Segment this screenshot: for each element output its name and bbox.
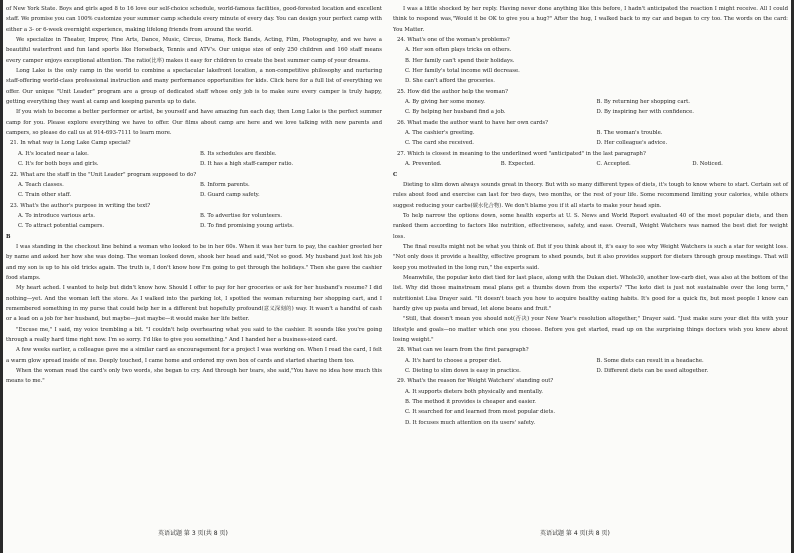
option-a: A. It supports dieters both physically and mentally. xyxy=(405,388,543,395)
question-21-options xyxy=(6,149,382,159)
option-c: C. The card she received. xyxy=(405,140,474,147)
scan-edge-left xyxy=(0,0,3,553)
question-26-stem: 26. What made the author want to have her own cards? xyxy=(397,119,549,126)
section-b-heading: B xyxy=(6,233,11,240)
passage-b-paragraph: I was standing in the checkout line behind a woman who looked to be in her 60s. When it was her turn to pay, the cashier greeted her by name and asked her how she was doing. The woman looked down, shook her head and said,"Not so good. My husband just lost his job and my son is up to his old tricks again. The truth is, I don't know how I'm going to get through the holidays." Then she gave the cashier food stamps. xyxy=(6,243,382,281)
option-d: D. To find promising young artists. xyxy=(200,223,294,230)
option-b: B. Its schedules are flexible. xyxy=(200,150,277,157)
option-d: D. Guard camp safety. xyxy=(200,192,260,199)
passage-a-paragraph: of New York State. Boys and girls aged 8 to 16 love our self-choice schedule, world-famous facilities, good-forested location and excellent staff. We promise you can 100% customize your summer camp schedule every minute of every day. You can design your perfect camp with either a 3- or 6-week overnight experience, making lifelong friends from around the world. xyxy=(6,6,382,33)
passage-c-paragraph: To help narrow the options down, some health experts at U. S. News and World Report evaluated 40 of the most popular diets, and then ranked them according to factors like nutrition, effectiveness, safety, and ease. Overall, Weight Watchers was named the best diet for weight loss. xyxy=(393,212,788,240)
passage-c-paragraph: The final results might not be what you think of. But if you think about it, it's easy to see why Weight Watchers is such a star for weight loss. "Not only does it provide a healthy, effective program to shed pounds, but it also provides support for dieters through group meetings. That will keep you motivated in the long run," the experts said. xyxy=(393,243,788,271)
question-23-stem: 23. What's the author's purpose in writing the text? xyxy=(10,202,151,209)
option-b: B. Expected. xyxy=(500,161,535,168)
question-23-options xyxy=(6,211,382,221)
option-c: C. It's for both boys and girls. xyxy=(18,161,99,168)
question-26-options xyxy=(393,138,788,148)
question-27-options xyxy=(393,159,788,169)
option-d: D. By inspiring her with confidence. xyxy=(596,109,695,116)
option-b: B. To advertise for volunteers. xyxy=(200,212,282,219)
passage-a-paragraph: If you wish to become a better performer or artist, be yourself and have amazing fun each day, then Long Lake is the perfect summer camp for you. Please explore everything we have to offer. Our films about camp are here and we love talking with new parents and campers, so please do call us at 914-693-7111 to learn more. xyxy=(6,109,382,137)
passage-b-paragraph: My heart ached. I wanted to help but didn't know how. Should I offer to pay for her groceries or ask for her husband's resume? I did nothing—yet. And the woman left the store. As I walked into the parking lot, I spotted the woman returning her shopping cart, and I remembered something in my purse that could help her in a different but hopefully profound(意义深刻的) way. It wasn't a handful of cash or a lead on a job for her husband, but maybe—just maybe—it would make her life better. xyxy=(6,285,382,323)
question-28-options xyxy=(393,356,788,366)
option-b: B. The method it provides is cheaper and easier. xyxy=(405,399,536,406)
option-a: A. Teach classes. xyxy=(18,181,64,188)
option-a: A. Prevented. xyxy=(405,161,442,168)
option-d: D. Noticed. xyxy=(692,161,723,168)
option-c: C. Train other staff. xyxy=(18,192,72,199)
question-24-stem: 24. What's one of the woman's problems? xyxy=(397,37,510,44)
option-c: C. Dieting to slim down is easy in practice. xyxy=(405,368,521,375)
question-23-options xyxy=(6,221,382,231)
option-c: C. Her family's total income will decrease. xyxy=(405,68,520,75)
question-26-options xyxy=(393,128,788,138)
question-22-options xyxy=(6,180,382,190)
passage-c-paragraph: "Still, that doesn't mean you should not(否决) your New Year's resolution altogether," Drayer said. "Just make sure your diet fits with your lifestyle and goals—no matter which one you choose. Before you get started, read up on the surprising things doctors wish you knew about losing weight." xyxy=(393,316,788,343)
option-b: B. By returning her shopping cart. xyxy=(596,99,690,106)
option-a: A. It's hard to choose a proper diet. xyxy=(405,357,502,364)
option-b: B. Some diets can result in a headache. xyxy=(596,357,704,364)
question-25-options xyxy=(393,97,788,107)
passage-a-paragraph: We specialize in Theater, Improv, Fine Arts, Dance, Music, Circus, Drama, Rock Bands, Acting, Film, Photography, and we have a beautiful waterfront and fun land sports like Horseback, Tennis and ATV's. Our unique size of only 250 children and 160 staff means every camper enjoys exceptional attention. The ratio(比率) makes it easy for children to create the best summer camp of your dreams. xyxy=(6,37,382,64)
option-a: A. To introduce various arts. xyxy=(18,212,96,219)
section-c-heading: C xyxy=(393,171,398,178)
option-c: C. By helping her husband find a job. xyxy=(405,109,506,116)
option-d: D. Different diets can be used altogether. xyxy=(596,368,709,375)
option-a: A. By giving her some money. xyxy=(405,99,485,106)
passage-c-paragraph: Dieting to slim down always sounds great in theory. But with so many different types of diets, it's tough to know where to start. Certain set of rules about food and exercise can last for two days, two months, or the rest of your life. Some recommend limiting your calories, while others suggest reducing your carbs(碳水化合物). We don't blame you if it all starts to make your head spin. xyxy=(393,181,788,209)
question-22-stem: 22. What are the staff in the "Unit Leader" program supposed to do? xyxy=(10,171,197,178)
option-d: D. It focuses much attention on its users' safety. xyxy=(405,419,536,426)
question-21-stem: 21. In what way is Long Lake Camp special? xyxy=(10,140,131,147)
option-c: C. Accepted. xyxy=(596,161,631,168)
passage-b-paragraph: When the woman read the card's only two words, she began to cry. And through her tears, she said,"You have no idea how much this means to me." xyxy=(6,368,382,385)
option-a: A. Her son often plays tricks on others. xyxy=(405,47,512,54)
passage-c-paragraph: Meanwhile, the popular keto diet tied for last place, along with the Dukan diet. Whole30, another low-carb diet, was also at the bottom of the list. Why did those mainstream meal plans get a thumbs down from the experts? "The keto diet is just not sustainable over the long term," nutritionist Lisa Drayer said. "It doesn't teach you how to acquire healthy eating habits. It's good for a quick fix, but most people I know can hardly give up pasta and bread, let alone beans and fruit." xyxy=(393,274,788,312)
option-d: D. It has a high staff-camper ratio. xyxy=(200,161,294,168)
option-b: B. Inform parents. xyxy=(200,181,250,188)
option-d: D. Her colleague's advice. xyxy=(596,140,668,147)
page-footer-right: 英语试题 第 4 页(共 8 页) xyxy=(540,530,610,537)
question-29-stem: 29. What's the reason for Weight Watchers' standing out? xyxy=(397,378,554,385)
passage-b-paragraph: I was a little shocked by her reply. Having never done anything like this before, I hadn't anticipated the reaction I might receive. All I could think to respond was,"Would it be OK to give you a hug?" After the hug, I walked back to my car and began to cry too. The words on the card: You Matter. xyxy=(393,6,788,33)
option-c: C. To attract potential campers. xyxy=(18,223,105,230)
question-28-stem: 28. What can we learn from the first paragraph? xyxy=(397,347,529,354)
passage-a-paragraph: Long Lake is the only camp in the world to combine a spectacular lakefront location, a non-competitive philosophy and nurturing staff-offering world-class professional instruction and many performance opportunities for kids. Click here for a full list of everything we offer. Our unique "Unit Leader" program are a group of dedicated staff whose only job is to make sure every camper is truly happy, getting everything they want at camp and keeping parents up to date. xyxy=(6,68,382,106)
question-25-options xyxy=(393,107,788,117)
passage-b-paragraph: "Excuse me," I said, my voice trembling a bit. "I couldn't help overhearing what you said to the cashier. It sounds like you're going through a really hard time right now. I'm so sorry. I'd like to give you something." And I handed her a business-sized card. xyxy=(6,326,382,343)
option-b: B. Her family can't spend their holidays. xyxy=(405,57,515,64)
left-column xyxy=(6,4,382,387)
page-footer-left: 英语试题 第 3 页(共 8 页) xyxy=(158,530,228,537)
option-a: A. The cashier's greeting. xyxy=(405,130,475,137)
option-d: D. She can't afford the groceries. xyxy=(405,78,495,85)
passage-b-paragraph: A few weeks earlier, a colleague gave me a similar card as encouragement for a project I was working on. When I read the card, I felt a warm glow spread inside of me. Deeply touched, I came home and ordered my own box of cards and started sharing them too. xyxy=(6,347,382,364)
option-a: A. It's located near a lake. xyxy=(18,150,89,157)
question-27-stem: 27. Which is closest in meaning to the underlined word "anticipated" in the last paragraph? xyxy=(397,150,646,157)
option-b: B. The woman's trouble. xyxy=(596,130,663,137)
question-21-options xyxy=(6,159,382,169)
question-25-stem: 25. How did the author help the woman? xyxy=(397,88,508,95)
question-22-options xyxy=(6,190,382,200)
right-column xyxy=(393,4,788,428)
option-c: C. It searched for and learned from most popular diets. xyxy=(405,409,556,416)
question-28-options xyxy=(393,366,788,376)
